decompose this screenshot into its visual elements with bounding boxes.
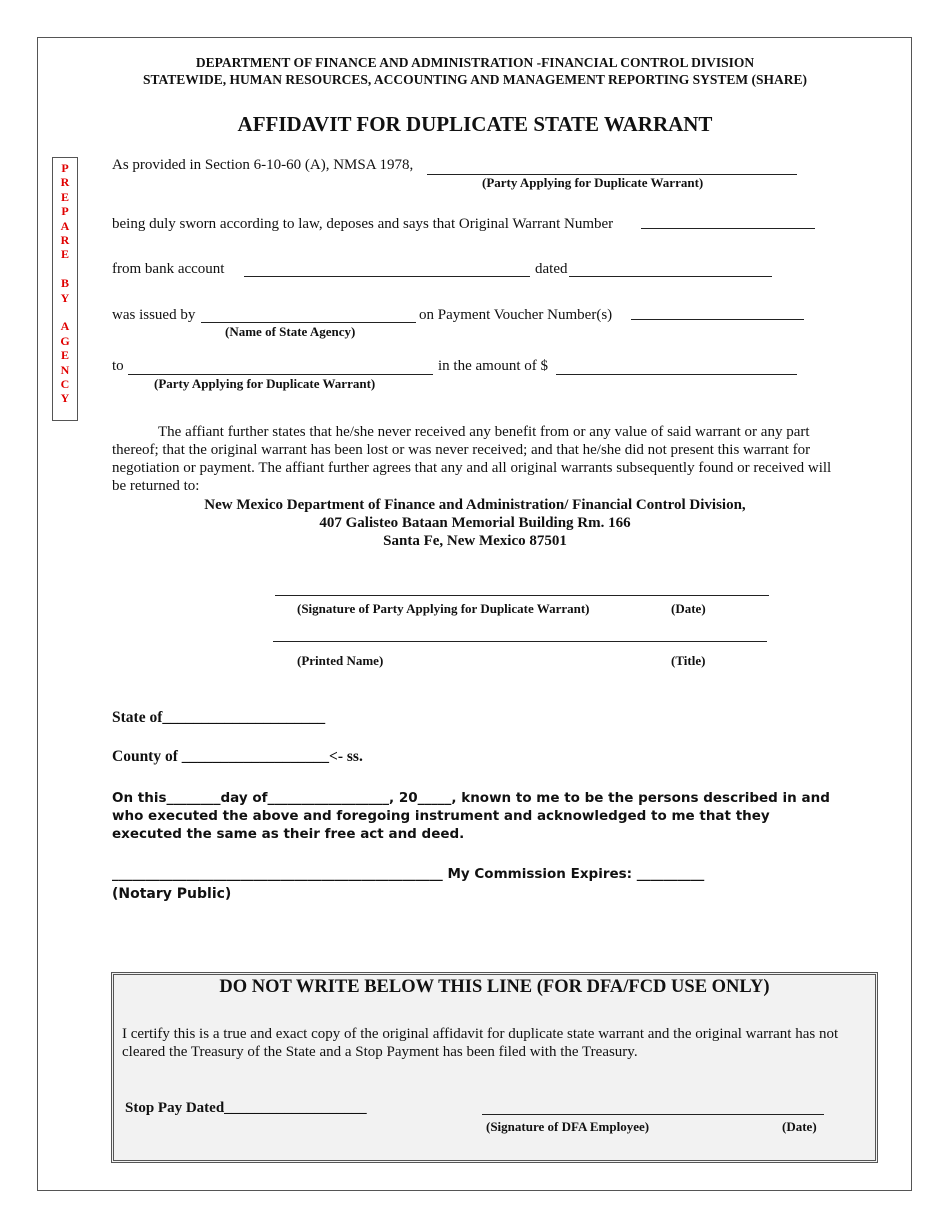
- side-label-letter: N: [60, 362, 70, 377]
- notary-oath-text: On this________day of__________________, 20_____, known to me to be the persons described in and who executed the above and foregoing instrument and acknowledged to me that they executed the same as their free act and deed.: [112, 790, 830, 842]
- side-label-letter: P: [61, 204, 69, 219]
- printed-name-caption: (Printed Name): [297, 653, 384, 668]
- side-label-letter: A: [60, 319, 70, 334]
- bank-account-text: from bank account: [112, 261, 225, 277]
- side-label-letter: R: [60, 233, 70, 247]
- state-agency-field[interactable]: [201, 322, 416, 323]
- side-label-letter: A: [60, 218, 70, 233]
- signature-field[interactable]: [275, 595, 769, 596]
- office-use-box: [111, 972, 878, 1163]
- printed-name-field[interactable]: [273, 641, 767, 642]
- side-label-letter: G: [60, 333, 70, 348]
- bank-account-field[interactable]: [244, 276, 530, 277]
- payee-caption: (Party Applying for Duplicate Warrant): [154, 376, 376, 391]
- notary-public-label: (Notary Public): [112, 886, 232, 902]
- state-agency-caption: (Name of State Agency): [225, 324, 356, 339]
- address-line-1: New Mexico Department of Finance and Administration/ Financial Control Division,: [204, 497, 746, 513]
- certification-text: I certify this is a true and exact copy of the original affidavit for duplicate state warrant and the original warrant has not cleared the Treasury of the State and a Stop Payment has been filed with the Treasury.: [122, 1026, 839, 1060]
- duly-sworn-text: being duly sworn according to law, deposes and says that Original Warrant Number: [112, 216, 614, 232]
- commission-expires-field[interactable]: _________________________________________________ My Commission Expires: __________: [112, 866, 705, 882]
- side-label-letter: E: [60, 247, 69, 262]
- section-reference-text: As provided in Section 6-10-60 (A), NMSA 1978,: [112, 157, 414, 173]
- payment-voucher-text: on Payment Voucher Number(s): [419, 307, 613, 323]
- side-label-letter: B: [60, 276, 69, 291]
- side-label-letter: Y: [60, 391, 70, 406]
- header-line-2: STATEWIDE, HUMAN RESOURCES, ACCOUNTING AND MANAGEMENT REPORTING SYSTEM (SHARE): [142, 72, 808, 87]
- party-applying-caption: (Party Applying for Duplicate Warrant): [482, 175, 704, 190]
- amount-text: in the amount of $: [438, 358, 548, 374]
- header-line-1: DEPARTMENT OF FINANCE AND ADMINISTRATION -FINANCIAL CONTROL DIVISION: [195, 55, 755, 70]
- state-of-field[interactable]: State of_____________________: [112, 709, 326, 726]
- warrant-number-field[interactable]: [641, 228, 815, 229]
- dated-text: dated: [535, 261, 568, 277]
- side-label-letter: E: [60, 348, 69, 363]
- side-label-letter: R: [60, 175, 70, 190]
- signature-caption: (Signature of Party Applying for Duplicate Warrant): [297, 601, 590, 616]
- title-caption: (Title): [671, 653, 706, 668]
- dated-field[interactable]: [569, 276, 772, 277]
- side-label-letter: C: [60, 377, 70, 391]
- address-line-2: 407 Galisteo Bataan Memorial Building Rm. 166: [319, 515, 631, 531]
- side-label-letter: P: [61, 161, 69, 175]
- payment-voucher-field[interactable]: [631, 319, 804, 320]
- dfa-signature-field[interactable]: [482, 1114, 824, 1115]
- side-label-letter: E: [60, 189, 69, 204]
- affiant-statement: The affiant further states that he/she never received any benefit from or any value of said warrant or any part thereof; that the original warrant has been lost or was never received; and that he/she did not present this warrant for negotiation or payment. The affiant further agrees that any and all original warrants subsequently found or received will be returned to:: [112, 424, 832, 494]
- dfa-date-caption: (Date): [782, 1119, 817, 1134]
- form-title: AFFIDAVIT FOR DUPLICATE STATE WARRANT: [237, 112, 713, 136]
- issued-by-text: was issued by: [112, 307, 196, 323]
- signature-date-caption: (Date): [671, 601, 706, 616]
- office-use-title: DO NOT WRITE BELOW THIS LINE (FOR DFA/FCD USE ONLY): [219, 977, 770, 997]
- stop-pay-dated-field[interactable]: Stop Pay Dated___________________: [125, 1100, 367, 1116]
- payee-field[interactable]: [128, 374, 433, 375]
- prepare-by-agency-label: [52, 157, 78, 421]
- amount-field[interactable]: [556, 374, 797, 375]
- dfa-signature-caption: (Signature of DFA Employee): [486, 1119, 650, 1134]
- address-line-3: Santa Fe, New Mexico 87501: [383, 533, 567, 549]
- county-of-field[interactable]: County of ___________________<- ss.: [112, 748, 363, 765]
- side-label-letter: Y: [60, 290, 70, 305]
- to-text: to: [112, 358, 124, 374]
